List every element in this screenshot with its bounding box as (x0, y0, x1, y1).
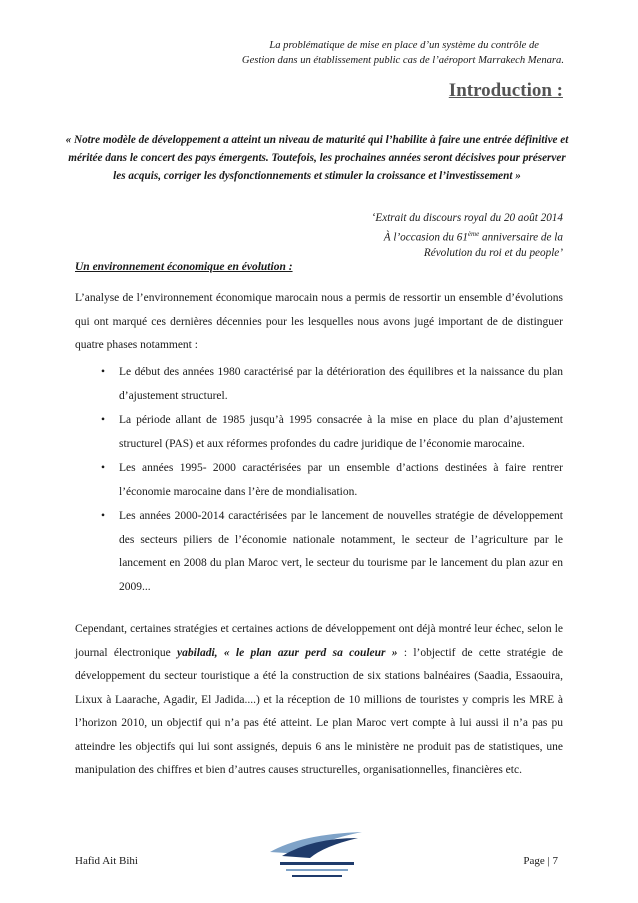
bullet-icon: • (101, 414, 106, 426)
page-number: Page | 7 (523, 855, 558, 867)
source-line-3: Révolution du roi et du people’ (423, 246, 563, 259)
bullet-icon: • (101, 510, 106, 522)
header-line-1: La problématique de mise en place d’un système du contrôle de (269, 40, 539, 51)
source-line-2: À l’occasion du 61ème anniversaire de la (383, 229, 563, 244)
quote-source (372, 211, 563, 261)
paragraph-2: Cependant, certaines stratégies et certaines actions de développement ont déjà montré leur échec, selon le journal électronique yabiladi, « le plan azur perd sa couleur » : l’objectif de cette stratégie de développement du secteur touristique a été la construction de six stations balnéaires (Saadia, Essaouira, Lixux à Laarache, Agadir, El Jadida....) et la réception de 10 millions de touristes y compris les MRE à l’horizon 2010, un objectif qui n’a pas été atteint. Le plan Maroc vert compte à lui aussi il n’a pas pu atteindre les objectifs qui lui sont assignés, depuis 6 ans le ministère ne produit pas de statistiques, une manipulation des chiffres et bien d’autres causes structurelles, organisationnelles, financières etc. (75, 623, 563, 776)
section-title: Un environnement économique en évolution : (75, 261, 293, 273)
footer-author: Hafid Ait Bihi (75, 855, 138, 867)
list-item: • Le début des années 1980 caractérisé par la détérioration des équilibres et la naissance du plan d’ajustement structurel. (75, 361, 563, 408)
onda-logo-icon (262, 824, 372, 884)
phases-list (75, 361, 563, 600)
running-header (160, 38, 564, 68)
bullet-icon: • (101, 366, 106, 378)
list-item: • La période allant de 1985 jusqu’à 1995 consacrée à la mise en place du plan d’ajustement structurel (PAS) et aux réformes profondes du cadre juridique de l’économie marocaine. (75, 409, 563, 456)
source-line-1: ‘Extrait du discours royal du 20 août 2014 (371, 212, 563, 224)
paragraph-1: L’analyse de l’environnement économique marocain nous a permis de ressortir un ensemble d’évolutions qui ont marqué ces dernières décennies pour les lesquelles nous avons jugé important de de distinguer quatre phases notamment : (75, 292, 563, 351)
royal-quote: « Notre modèle de développement a atteint un niveau de maturité qui l’habilite à faire une entrée définitive et méritée dans le concert des pays émergents. Toutefois, les prochaines années seront décisives pour préserver les acquis, corriger les dysfonctionnements et stimuler la croissance et l’investissement » (65, 134, 569, 182)
bullet-icon: • (101, 462, 106, 474)
list-item: • Les années 2000-2014 caractérisées par le lancement de nouvelles stratégie de développement des secteurs piliers de l’économie nationale notamment, le secteur de l’agriculture par le lancement en 2008 du plan Maroc vert, le secteur du tourisme par le lancement du plan azur en 2009... (75, 505, 563, 599)
list-item: • Les années 1995- 2000 caractérisées par un ensemble d’actions destinées à faire rentrer l’économie marocaine dans l’ère de mondialisation. (75, 457, 563, 504)
page-title: Introduction : (448, 80, 563, 101)
journal-reference: yabiladi, « le plan azur perd sa couleur » (176, 646, 398, 659)
header-line-2: Gestion dans un établissement public cas de l’aéroport Marrakech Menara. (241, 55, 564, 66)
